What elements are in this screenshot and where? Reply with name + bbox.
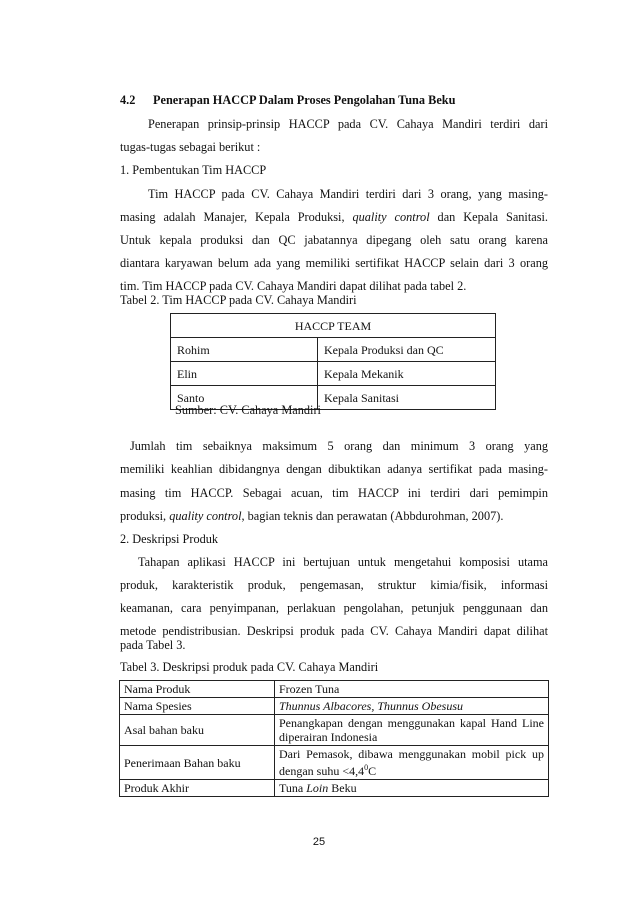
table2-name: Elin (171, 362, 318, 386)
table2-name: Santo (171, 386, 318, 410)
table-row (120, 715, 549, 746)
intro-line-2: tugas-tugas sebagai berikut : (120, 140, 261, 154)
item1-line-1: Tim HACCP pada CV. Cahaya Mandiri terdiri dari 3 orang, yang masing- (148, 187, 548, 201)
table2 (170, 313, 496, 410)
para2-line-4: produksi, quality control, bagian teknis dan perawatan (Abbdurohman, 2007). (120, 509, 504, 523)
table3-value: Thunnus Albacores, Thunnus Obesusu (275, 698, 549, 715)
table3-caption: Tabel 3. Deskripsi produk pada CV. Cahaya Mandiri (120, 660, 379, 674)
table-row (171, 338, 496, 362)
table-row (120, 698, 549, 715)
table-row (120, 681, 549, 698)
quality-control-term: quality control (169, 509, 242, 523)
item1-line-3: Untuk kepala produksi dan QC jabatannya dipegang oleh satu orang karena (120, 233, 548, 247)
item2-heading: 2. Deskripsi Produk (120, 532, 219, 546)
table3-value: Tuna Loin Beku (275, 780, 549, 797)
item1-heading: 1. Pembentukan Tim HACCP (120, 163, 267, 177)
item2-line-5: pada Tabel 3. (120, 638, 186, 652)
table2-caption: Tabel 2. Tim HACCP pada CV. Cahaya Mandiri (120, 293, 357, 307)
table2-role: Kepala Mekanik (318, 362, 496, 386)
para2-line-3: masing tim HACCP. Sebagai acuan, tim HACCP ini terdiri dari pemimpin (120, 486, 548, 500)
table3 (119, 680, 549, 797)
section-title: Penerapan HACCP Dalam Proses Pengolahan Tuna Beku (153, 93, 456, 107)
table-row (171, 362, 496, 386)
table2-role: Kepala Produksi dan QC (318, 338, 496, 362)
item2-line-2: produk, karakteristik produk, pengemasan, struktur kimia/fisik, informasi (120, 578, 548, 592)
table3-label: Nama Produk (120, 681, 275, 698)
table3-label: Nama Spesies (120, 698, 275, 715)
table-row (120, 780, 549, 797)
table3-value: Dari Pemasok, dibawa menggunakan mobil pick up dengan suhu $<4,4^0C$ (275, 746, 549, 780)
table2-source: Sumber: CV. Cahaya Mandiri (175, 403, 321, 417)
para2-line-2: memiliki keahlian dibidangnya dengan dibuktikan adanya sertifikat pada masing- (120, 462, 548, 476)
table2-header: HACCP TEAM (171, 314, 496, 338)
item1-line-4: diantara karyawan belum ada yang memiliki sertifikat HACCP selain dari 3 orang (120, 256, 548, 270)
item1-line-2: masing adalah Manajer, Kepala Produksi, quality control dan Kepala Sanitasi. (120, 210, 548, 224)
table2-role: Kepala Sanitasi (318, 386, 496, 410)
table3-value: Penangkapan dengan menggunakan kapal Hand Line diperairan Indonesia (275, 715, 549, 746)
quality-control-term: quality control (352, 210, 430, 224)
table3-label: Penerimaan Bahan baku (120, 746, 275, 780)
section-number: 4.2 (120, 93, 136, 107)
page-number: 25 (312, 836, 326, 848)
table-row (120, 746, 549, 780)
section-heading (120, 92, 548, 108)
intro-line-1: Penerapan prinsip-prinsip HACCP pada CV. Cahaya Mandiri terdiri dari (148, 117, 548, 131)
item2-line-4: metode pendistribusian. Deskripsi produk pada CV. Cahaya Mandiri dapat dilihat (120, 624, 548, 638)
item2-line-1: Tahapan aplikasi HACCP ini bertujuan untuk mengetahui komposisi utama (138, 555, 548, 569)
para2-line-1: Jumlah tim sebaiknya maksimum 5 orang dan minimum 3 orang yang (130, 439, 548, 453)
table3-label: Asal bahan baku (120, 715, 275, 746)
table2-name: Rohim (171, 338, 318, 362)
item1-line-5: tim. Tim HACCP pada CV. Cahaya Mandiri dapat dilihat pada tabel 2. (120, 279, 467, 293)
item2-line-3: keamanan, cara penyimpanan, perlakuan pengolahan, petunjuk penggunaan dan (120, 601, 548, 615)
table3-value: Frozen Tuna (275, 681, 549, 698)
table3-label: Produk Akhir (120, 780, 275, 797)
